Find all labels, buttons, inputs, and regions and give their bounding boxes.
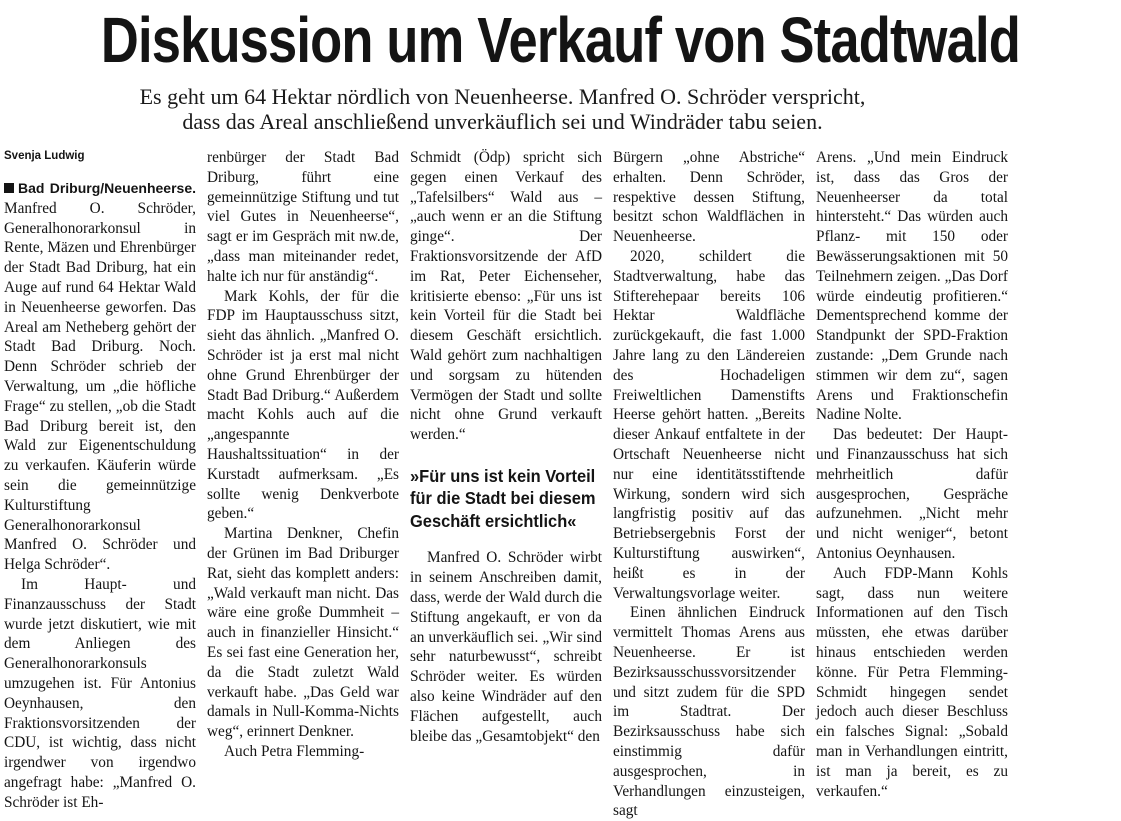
paragraph: Einen ähnlichen Eindruck vermittelt Thomas Arens aus Neuenheerse. Er ist Bezirksausschussvorsitzender und sitzt zudem für die SPD im Stadtrat. Der Bezirksausschuss habe sich einstimmig dafür ausgesprochen, in Verhandlungen einzusteigen, sagt (613, 604, 805, 820)
headline: Diskussion um Verkauf von Stadtwald (100, 4, 1020, 76)
dateline: Bad Driburg/Neuenheerse. (18, 180, 196, 196)
paragraph: Bad Driburg/Neuenheerse. Manfred O. Schröder, Generalhonorarkonsul in Rente, Mäzen und Ehrenbürger der Stadt Bad Driburg, hat ein Auge auf rund 64 Hektar Wald in Neuenheerse geworfen. Das Areal am Netheberg gehört der Stadt Bad Driburg. Noch. Denn Schröder schrieb der Verwaltung, um „die höfliche Frage“ zu stellen, „ob die Stadt Bad Driburg bereit ist, den Wald zur Eigenentschuldung zu verkaufen. Käuferin würde sein die gemeinnützige Kulturstiftung Generalhonorarkonsul Manfred O. Schröder und Helga Schröder“. (4, 180, 196, 574)
subheadline-line-2: dass das Areal anschließend unverkäuflich sei und Windräder tabu seien. (182, 109, 823, 134)
column-1 (4, 148, 196, 811)
column-3 (410, 148, 602, 745)
subheadline (40, 84, 965, 134)
paragraph: Martina Denkner, Chefin der Grünen im Bad Driburger Rat, sieht das komplett anders: „Wald verkauft man nicht. Das wäre eine große Dummheit – auch in finanzieller Hinsicht.“ Es sei fast eine Generation her, da die Stadt zuletzt Wald verkauft habe. „Das Geld war damals in Null-Komma-Nichts weg“, erinnert Denkner. (207, 525, 399, 741)
paragraph: Auch FDP-Mann Kohls sagt, dass nun weitere Informationen auf den Tisch müssten, ehe etwas darüber hinaus entschieden werden könne. Für Petra Flemming-Schmidt hingegen sendet jedoch auch dieser Beschluss ein falsches Signal: „Sobald man in Verhandlungen eintritt, ist man ja bereit, es zu verkaufen.“ (816, 564, 1008, 800)
paragraph: Auch Petra Flemming- (224, 742, 365, 760)
paragraph: Das bedeutet: Der Haupt- und Finanzausschuss hat sich mehrheitlich dafür ausgesprochen, Gespräche aufzunehmen. „Nicht mehr und nicht weniger“, betont Antonius Oeynhausen. (816, 426, 1008, 562)
paragraph: 2020, schildert die Stadtverwaltung, habe das Stifterehepaar bereits 106 Hektar Waldfläche zurückgekauft, die fast 1.000 Jahre lang zu den Ländereien des Hochadeligen Freiweltlichen Damenstifts Heerse gehört hatten. „Bereits dieser Ankauf entfaltete in der Ortschaft Neuenheerse nicht nur eine identitätsstiftende Wirkung, sondern wird sich langfristig positiv auf das Betriebsergebnis Forst der Kulturstiftung auswirken“, heißt es in der Verwaltungsvorlage weiter. (613, 247, 805, 602)
column-5 (816, 148, 1008, 800)
paragraph: Arens. „Und mein Eindruck ist, dass das Gros der Neuenheerser da total hintersteht.“ Das würden auch Pflanz- mit 150 oder Bewässerungsaktionen mit 50 Teilnehmern zeigen. „Das Dorf würde eindeutig profitieren.“ Dementsprechend komme der Standpunkt der SPD-Fraktion zustande: „Dem Grunde nach stimmen wir dem zu“, sagen Arens und Fraktionschefin Nadine Nolte. (816, 149, 1008, 424)
square-bullet-icon (4, 183, 14, 193)
paragraph: Im Haupt- und Finanzausschuss der Stadt wurde jetzt diskutiert, wie mit dem Anliegen des Generalhonorarkonsuls umzugehen ist. Für Antonius Oeynhausen, den Fraktionsvorsitzenden der CDU, ist wichtig, dass nicht irgendwer von irgendwo angefragt habe: „Manfred O. Schröder ist Eh- (4, 575, 196, 811)
paragraph: Schmidt (Ödp) spricht sich gegen einen Verkauf des „Tafelsilbers“ Wald aus – „auch wenn er an die Stiftung ginge“. Der Fraktionsvorsitzende der AfD im Rat, Peter Eichenseher, kritisierte ebenso: „Für uns ist kein Vorteil für die Stadt bei diesem Geschäft ersichtlich. Wald gehört zum nachhaltigen und sorgsam zu hütenden Vermögen der Stadt und sollte nicht ohne Grund verkauft werden.“ (410, 149, 602, 444)
subheadline-line-1: Es geht um 64 Hektar nördlich von Neuenheerse. Manfred O. Schröder verspricht, (139, 84, 866, 109)
column-4 (613, 148, 805, 820)
paragraph: Manfred O. Schröder wirbt in seinem Anschreiben damit, dass, werde der Wald durch die Stiftung angekauft, er von da an unverkäuflich sei. „Wir sind sehr naturbewusst“, schreibt Schröder weiter. Es würden also keine Windräder auf den Flächen aufgestellt, auch bleibe das „Gesamtobjekt“ den (410, 549, 602, 745)
pull-quote: »Für uns ist kein Vorteil für die Stadt bei diesem Geschäft ersichtlich« (410, 465, 596, 531)
paragraph: renbürger der Stadt Bad Driburg, führt eine gemeinnützige Stiftung und tut viel Gutes in Neuenheerse“, sagt er im Gespräch mit nw.de, „dass man miteinander redet, halte ich nur für anständig“. (207, 149, 399, 285)
article-body (4, 148, 1008, 820)
author-byline: Svenja Ludwig (4, 150, 85, 162)
paragraph: Bürgern „ohne Abstriche“ erhalten. Denn Schröder, respektive dessen Stiftung, besitzt schon Waldflächen in Neuenheerse. (613, 149, 805, 246)
paragraph: Mark Kohls, der für die FDP im Hauptausschuss sitzt, sieht das ähnlich. „Manfred O. Schröder ist ja erst mal nicht ohne Grund Ehrenbürger der Stadt Bad Driburg.“ Außerdem macht Kohls auch auf die „angespannte Haushaltssituation“ in der Kurstadt aufmerksam. „Es sollte wenig Denkverbote geben.“ (207, 287, 399, 523)
headline-block (0, 4, 1020, 78)
column-2 (207, 148, 399, 760)
